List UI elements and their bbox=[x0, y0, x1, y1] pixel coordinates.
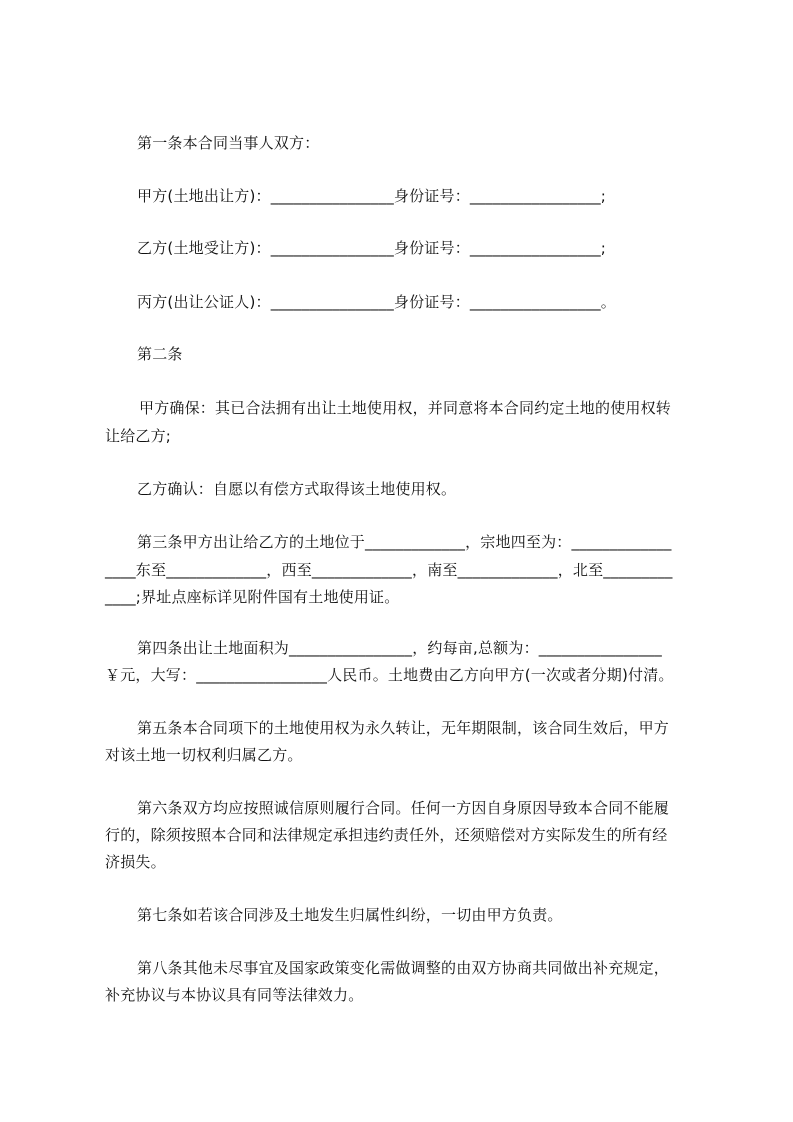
article5-line2: 对该土地一切权利归属乙方。 bbox=[105, 746, 303, 764]
article2-para1-line1: 甲方确保：其已合法拥有出让土地使用权，并同意将本合同约定土地的使用权转 bbox=[139, 399, 672, 417]
party-c-line: 丙方(出让公证人)：________________身份证号：_________________。 bbox=[137, 293, 617, 311]
article6-line3: 济损失。 bbox=[105, 853, 166, 871]
article5-line1: 第五条本合同项下的土地使用权为永久转让，无年期限制，该合同生效后，甲方 bbox=[137, 719, 670, 737]
article8-line1: 第八条其他未尽事宜及国家政策变化需做调整的由双方协商共同做出补充规定， bbox=[137, 959, 670, 977]
party-a-line: 甲方(土地出让方)：________________身份证号：_________________; bbox=[137, 187, 607, 205]
article4-line1: 第四条出让土地面积为________________，约每亩,总额为：________________ bbox=[137, 639, 662, 657]
article2-heading: 第二条 bbox=[137, 345, 183, 363]
article4-line2: ￥元，大写：_________________人民币。土地费由乙方向甲方(一次或者分期)付清。 bbox=[105, 666, 674, 684]
article2-para1-line2: 让给乙方; bbox=[105, 427, 172, 445]
article3-line2: ____东至_____________，西至_____________，南至_____________，北至_________ bbox=[105, 561, 673, 579]
article1-heading: 第一条本合同当事人双方： bbox=[137, 134, 320, 152]
party-b-line: 乙方(土地受让方)：________________身份证号：_________________; bbox=[137, 239, 607, 257]
article3-line3: ____;界址点座标详见附件国有土地使用证。 bbox=[105, 588, 400, 606]
article2-para2: 乙方确认：自愿以有偿方式取得该土地使用权。 bbox=[137, 480, 457, 498]
article7-line1: 第七条如若该合同涉及土地发生归属性纠纷，一切由甲方负责。 bbox=[137, 906, 563, 924]
article8-line2: 补充协议与本协议具有同等法律效力。 bbox=[105, 986, 364, 1004]
article6-line1: 第六条双方均应按照诚信原则履行合同。任何一方因自身原因导致本合同不能履 bbox=[137, 799, 670, 817]
article3-line1: 第三条甲方出让给乙方的土地位于_____________，宗地四至为：_____________ bbox=[137, 533, 672, 551]
article6-line2: 行的，除须按照本合同和法律规定承担违约责任外，还须赔偿对方实际发生的所有经 bbox=[105, 826, 668, 844]
